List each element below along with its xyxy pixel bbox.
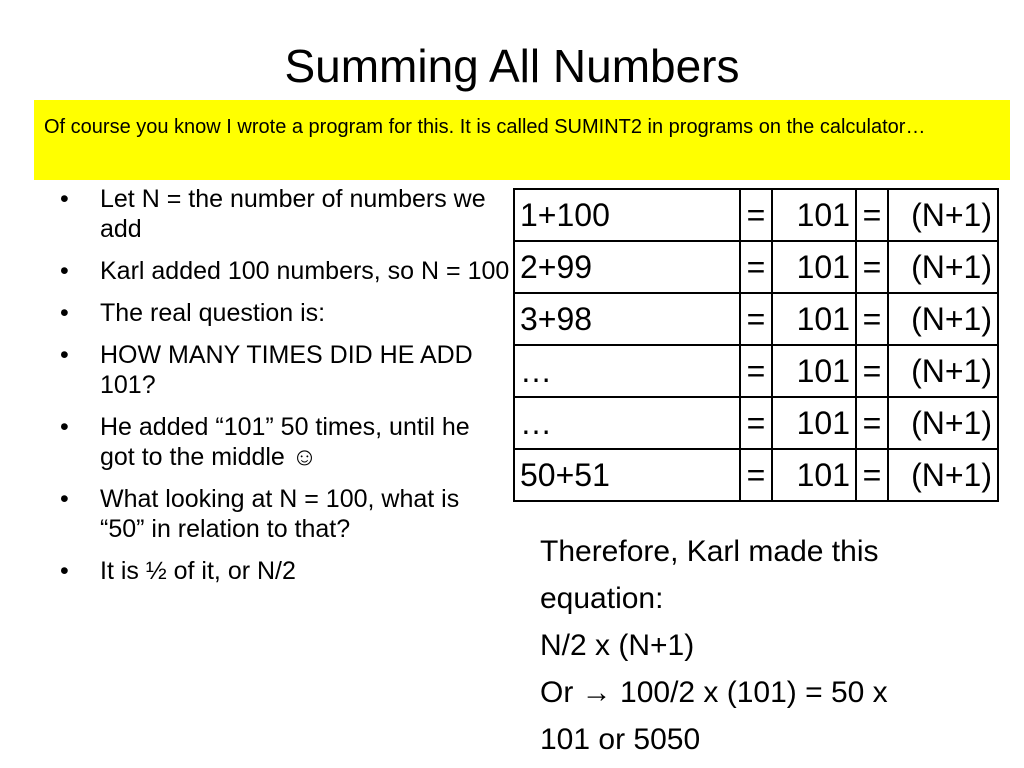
equals-cell: = (740, 345, 772, 397)
pair-cell: 2+99 (514, 241, 740, 293)
arrow-right-icon: → (581, 676, 612, 709)
equation-line: N/2 x (N+1) (540, 629, 695, 662)
formula-cell: (N+1) (888, 189, 998, 241)
list-item (60, 556, 510, 586)
equals-cell: = (740, 449, 772, 501)
sum-cell: 101 (772, 449, 856, 501)
table-row (514, 397, 998, 449)
equals-cell: = (856, 449, 888, 501)
bullet-text: Karl added 100 numbers, so N = 100 (100, 257, 510, 285)
sum-cell: 101 (772, 397, 856, 449)
bullet-marker: • (60, 341, 69, 369)
conclusion-line: equation: (540, 582, 664, 615)
pair-cell: 50+51 (514, 449, 740, 501)
slide-title: Summing All Numbers (284, 40, 740, 92)
sum-cell: 101 (772, 345, 856, 397)
equals-cell: = (740, 397, 772, 449)
bullet-list (60, 184, 510, 598)
formula-cell: (N+1) (888, 397, 998, 449)
callout-note: Of course you know I wrote a program for this. It is called SUMINT2 in programs on the calculator… (34, 100, 1010, 180)
conclusion-line: Therefore, Karl made this (540, 535, 879, 568)
bullet-marker: • (60, 257, 69, 285)
sum-cell: 101 (772, 241, 856, 293)
bullet-text: He added “101” 50 times, until he got to the middle ☺ (100, 413, 470, 471)
pair-cell: … (514, 397, 740, 449)
formula-cell: (N+1) (888, 293, 998, 345)
sum-cell: 101 (772, 293, 856, 345)
formula-cell: (N+1) (888, 449, 998, 501)
calculation-line (540, 669, 1010, 716)
list-item (60, 256, 510, 286)
table-row (514, 293, 998, 345)
formula-cell: (N+1) (888, 345, 998, 397)
bullet-marker: • (60, 185, 69, 213)
equals-cell: = (856, 189, 888, 241)
pair-cell: 3+98 (514, 293, 740, 345)
equals-cell: = (740, 189, 772, 241)
or-label: Or (540, 676, 574, 709)
bullet-text: It is ½ of it, or N/2 (100, 557, 296, 585)
equals-cell: = (856, 293, 888, 345)
sum-cell: 101 (772, 189, 856, 241)
list-item (60, 184, 510, 244)
bullet-text: Let N = the number of numbers we add (100, 185, 486, 243)
calculation-text: 100/2 x (101) = 50 x (620, 676, 888, 709)
equals-cell: = (740, 293, 772, 345)
table-row (514, 189, 998, 241)
result-line: 101 or 5050 (540, 723, 701, 756)
list-item (60, 298, 510, 328)
bullet-marker: • (60, 557, 69, 585)
conclusion-text (540, 528, 1010, 763)
bullet-text: HOW MANY TIMES DID HE ADD 101? (100, 341, 473, 399)
equals-cell: = (856, 241, 888, 293)
table-row (514, 345, 998, 397)
bullet-marker: • (60, 485, 69, 513)
sum-pairs-table (513, 188, 999, 502)
pair-cell: 1+100 (514, 189, 740, 241)
pair-cell: … (514, 345, 740, 397)
table-row (514, 241, 998, 293)
list-item (60, 340, 510, 400)
equals-cell: = (740, 241, 772, 293)
list-item (60, 412, 510, 472)
formula-cell: (N+1) (888, 241, 998, 293)
bullet-text: What looking at N = 100, what is “50” in relation to that? (100, 485, 460, 543)
equals-cell: = (856, 345, 888, 397)
bullet-text: The real question is: (100, 299, 326, 327)
bullet-marker: • (60, 413, 69, 441)
list-item (60, 484, 510, 544)
bullet-marker: • (60, 299, 69, 327)
equals-cell: = (856, 397, 888, 449)
table-row (514, 449, 998, 501)
